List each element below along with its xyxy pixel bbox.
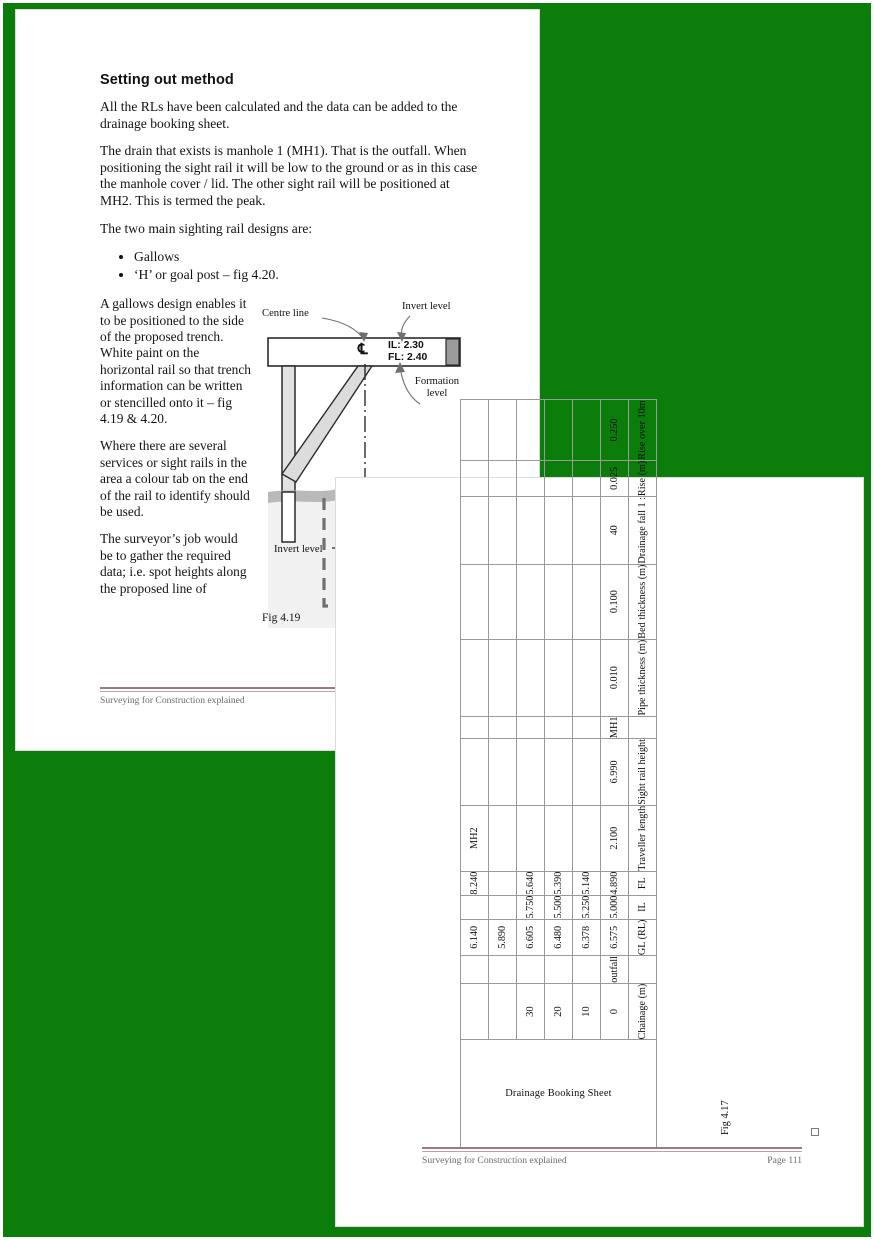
table-cell: 5.000 [601,895,629,919]
table-cell: MH2 [461,805,489,871]
row-label-cell [629,716,657,739]
paragraph-4: A gallows design enables it to be positioned to the side of the proposed trench. White paint on the horizontal rail so that trench information can be written or stencilled onto it – fig 4.19 & 4.20. [100,296,251,426]
page-title: Setting out method [100,72,234,88]
paragraph-3: The two main sighting rail designs are: [100,220,313,236]
table-cell [573,739,601,806]
table-cell [461,739,489,806]
row-label-cell: Sight rail height [629,739,657,806]
row-label-cell [629,956,657,984]
list-item: • Gallows [134,248,480,266]
table-cell [573,400,601,460]
row-label-cell: Pipe thickness (m) [629,639,657,716]
table-cell: 6.140 [461,919,489,956]
footer-page-number: Page 111 [767,1155,802,1166]
table-row [489,400,517,1148]
table-cell [461,460,489,496]
table-cell [573,497,601,564]
rotated-table-wrapper [460,400,830,1148]
table-cell [573,716,601,739]
table-cell [517,739,545,806]
drainage-booking-sheet-table [460,399,657,1148]
invert-level-value: IL: 2.30 [388,340,424,352]
table-cell [489,639,517,716]
booking-sheet-title: Drainage Booking Sheet [461,1040,657,1148]
footer-rule [422,1147,802,1149]
table-cell: 6.990 [601,739,629,806]
table-cell [489,871,517,895]
paragraph-1: All the RLs have been calculated and the data can be added to the drainage booking sheet. [100,99,458,131]
table-cell [545,956,573,984]
table-cell: 0.250 [601,400,629,460]
table-cell [545,564,573,639]
table-cell: 5.250 [573,895,601,919]
table-cell: 5.890 [489,919,517,956]
table-cell [489,564,517,639]
left-text-column [100,296,252,626]
table-cell [517,639,545,716]
table-cell: 5.140 [573,871,601,895]
table-cell: 5.640 [517,871,545,895]
formation-level-label-top: Formation level [414,376,460,400]
table-cell [489,716,517,739]
table-cell [461,497,489,564]
table-cell: 8.240 [461,871,489,895]
row-label-cell: IL [629,895,657,919]
chainage-cell: 30 [517,983,545,1040]
table-cell [517,460,545,496]
table-cell [573,639,601,716]
table-cell [489,460,517,496]
row-label-cell: Chainage (m) [629,983,657,1040]
rail-designs-list [100,248,480,284]
table-row [573,400,601,1148]
row-label-cell: FL [629,871,657,895]
table-row [545,400,573,1148]
table-cell: 6.378 [573,919,601,956]
table-cell: 2.100 [601,805,629,871]
row-label-cell: Traveller length [629,805,657,871]
table-cell [461,564,489,639]
footer-title: Surveying for Construction explained [100,695,245,706]
table-cell [545,400,573,460]
table-cell [517,497,545,564]
table-cell [461,956,489,984]
formation-level-value: FL: 2.40 [388,352,428,364]
table-cell [489,895,517,919]
table-cell [545,716,573,739]
table-cell [517,805,545,871]
table-cell [489,805,517,871]
table-cell: 6.575 [601,919,629,956]
table-cell [545,460,573,496]
paragraph-2: The drain that exists is manhole 1 (MH1). That is the outfall. When positioning the sight rail it will be low to the ground or as in this case the manhole cover / lid. The other sight rail will be positioned at MH2. This is termed the peak. [100,143,478,208]
table-cell [461,716,489,739]
table-cell [573,460,601,496]
chainage-cell [461,983,489,1040]
footer-title: Surveying for Construction explained [422,1155,567,1166]
table-cell [461,400,489,460]
centre-line-symbol: ℄ [358,342,368,359]
table-cell [545,639,573,716]
table-cell [489,400,517,460]
table-cell [545,805,573,871]
chainage-cell [489,983,517,1040]
row-label-cell: Bed thickness (m) [629,564,657,639]
invert-level-label-bottom: Invert level [274,544,323,556]
table-cell: 5.390 [545,871,573,895]
table-cell: 0.010 [601,639,629,716]
booking-sheet-stage [336,400,863,1226]
list-item: • ‘H’ or goal post – fig 4.20. [134,266,480,284]
footer-rule-thin [422,1151,802,1152]
figure-caption: Fig 4.19 [262,612,301,625]
table-cell [517,716,545,739]
table-cell [545,497,573,564]
row-label-cell: Rise (m) [629,460,657,496]
table-row [601,400,629,1148]
table-cell [573,564,601,639]
document-page-111 [336,400,863,1226]
table-cell [489,956,517,984]
row-label-cell: GL (RL) [629,919,657,956]
table-cell [573,956,601,984]
table-cell: 5.750 [517,895,545,919]
paragraph-6: The surveyor’s job would be to gather the required data; i.e. spot heights along the proposed line of [100,531,247,596]
table-cell [517,956,545,984]
chainage-cell: 20 [545,983,573,1040]
table-cell [517,400,545,460]
table-cell: 6.480 [545,919,573,956]
table-cell [489,497,517,564]
anchor-marker-icon [811,1128,819,1136]
table-cell [517,564,545,639]
table-row [461,400,489,1148]
figure-4-17-label: Fig 4.17 [720,1100,731,1135]
table-row [517,400,545,1148]
table-cell: 5.500 [545,895,573,919]
chainage-cell: 10 [573,983,601,1040]
centre-line-label: Centre line [262,308,309,320]
table-cell [489,739,517,806]
table-cell [461,895,489,919]
table-row-labels [629,400,657,1148]
table-cell: 4.890 [601,871,629,895]
table-cell: outfall [601,956,629,984]
page-111-footer [422,1147,802,1166]
invert-level-label-top: Invert level [402,301,451,313]
table-cell: MH1 [601,716,629,739]
table-cell [461,639,489,716]
table-cell: 0.100 [601,564,629,639]
chainage-cell: 0 [601,983,629,1040]
table-cell [545,739,573,806]
table-cell [573,805,601,871]
row-label-cell: Drainage fall 1 : [629,497,657,564]
row-label-cell: Rise over 10m [629,400,657,460]
table-cell: 6.605 [517,919,545,956]
table-cell: 40 [601,497,629,564]
paragraph-5: Where there are several services or sight rails in the area a colour tab on the end of the rail to identify should be used. [100,438,250,520]
table-cell: 0.025 [601,460,629,496]
